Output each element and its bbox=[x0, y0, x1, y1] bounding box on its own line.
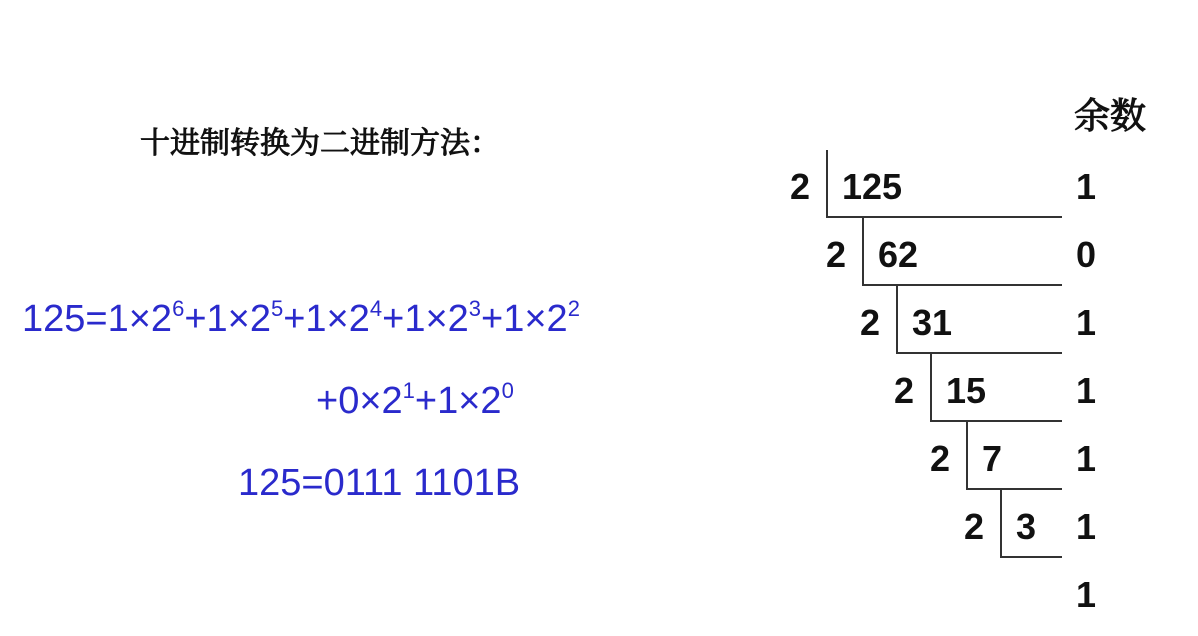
dividend: 15 bbox=[946, 370, 987, 411]
division-bracket-vertical bbox=[896, 286, 898, 354]
page-title: 十进制转换为二进制方法： bbox=[140, 127, 500, 160]
division-bracket-vertical bbox=[862, 218, 864, 286]
dividend: 125 bbox=[842, 166, 903, 207]
division-bracket-horizontal bbox=[966, 488, 1062, 490]
term: +1×2 bbox=[184, 298, 271, 340]
exponent: 4 bbox=[369, 296, 383, 321]
exponent: 3 bbox=[468, 296, 482, 321]
division-bracket-vertical bbox=[966, 422, 968, 490]
remainder-header: 余数 bbox=[1074, 95, 1147, 136]
remainder: 0 bbox=[1076, 234, 1097, 275]
division-bracket-vertical bbox=[930, 354, 932, 422]
final-remainder: 1 bbox=[1076, 574, 1097, 615]
expansion-line-2 bbox=[316, 380, 514, 423]
term: +1×2 bbox=[283, 298, 370, 340]
dividend: 62 bbox=[878, 234, 919, 275]
term: +1×2 bbox=[414, 380, 502, 422]
division-bracket-vertical bbox=[826, 150, 828, 218]
term: +1×2 bbox=[481, 298, 568, 340]
division-bracket-horizontal bbox=[1000, 556, 1062, 558]
term: +1×2 bbox=[382, 298, 469, 340]
dividend: 7 bbox=[982, 438, 1003, 479]
remainder: 1 bbox=[1076, 506, 1097, 547]
remainder: 1 bbox=[1076, 302, 1097, 343]
exponent: 5 bbox=[270, 296, 284, 321]
divisor: 2 bbox=[826, 234, 847, 275]
divisor: 2 bbox=[860, 302, 881, 343]
divisor: 2 bbox=[964, 506, 985, 547]
exponent: 2 bbox=[567, 296, 580, 321]
remainder: 1 bbox=[1076, 370, 1097, 411]
divisor: 2 bbox=[894, 370, 915, 411]
exponent: 0 bbox=[501, 378, 514, 403]
term: 125=1×2 bbox=[22, 298, 173, 340]
remainder: 1 bbox=[1076, 438, 1097, 479]
division-bracket-horizontal bbox=[930, 420, 1062, 422]
exponent: 1 bbox=[402, 378, 415, 403]
term: +0×2 bbox=[316, 380, 403, 422]
division-bracket-horizontal bbox=[896, 352, 1062, 354]
dividend: 3 bbox=[1016, 506, 1037, 547]
remainder: 1 bbox=[1076, 166, 1097, 207]
division-bracket-horizontal bbox=[862, 284, 1062, 286]
expansion-line-1 bbox=[22, 298, 580, 341]
division-bracket-vertical bbox=[1000, 490, 1002, 558]
divisor: 2 bbox=[790, 166, 811, 207]
binary-result: 125=0111 1101B bbox=[238, 462, 521, 504]
dividend: 31 bbox=[912, 302, 953, 343]
divisor: 2 bbox=[930, 438, 951, 479]
exponent: 6 bbox=[172, 296, 185, 321]
